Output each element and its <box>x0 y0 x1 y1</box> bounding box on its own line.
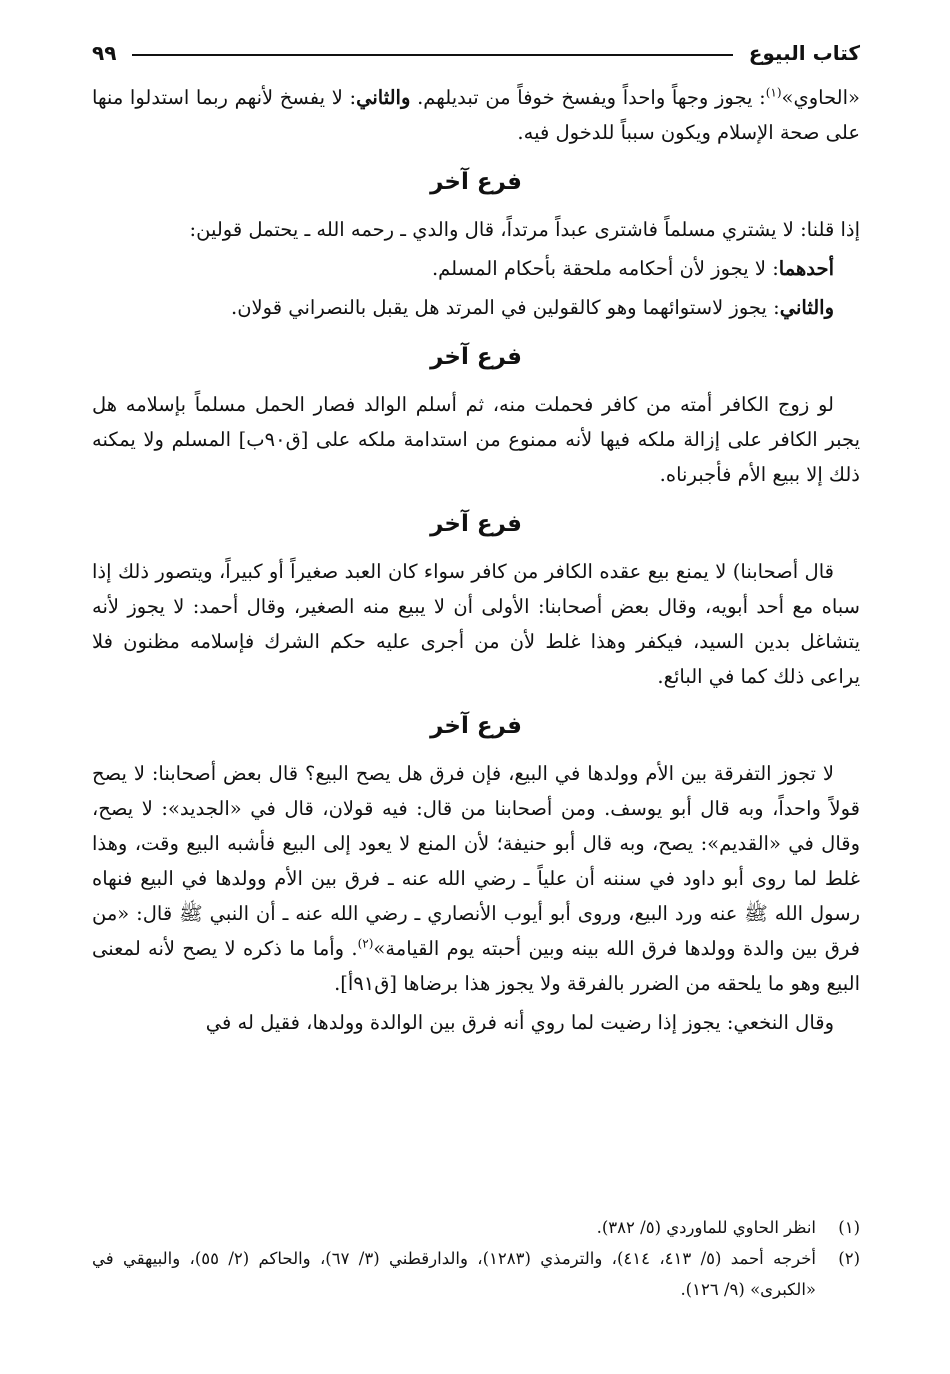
footnote <box>92 1243 860 1305</box>
paragraph: لو زوج الكافر أمته من كافر فحملت منه، ثم أسلم الوالد فصار الحمل مسلماً بإسلامه هل يجبر الكافر على إزالة ملكه فيها لأنه ممنوع من استدامة ملكه على [ق٩٠ب] المسلم ولا يمكنه ذلك إلا ببيع الأم فأجبرناه. <box>92 393 860 486</box>
footnote-text: انظر الحاوي للماوردي (٥/ ٣٨٢). <box>596 1218 816 1237</box>
paragraph: والثاني: يجوز لاستوائهما وهو كالقولين في المرتد هل يقبل بالنصراني قولان. <box>231 296 834 319</box>
footnote-text: أخرجه أحمد (٥/ ٤١٣، ٤١٤)، والترمذي (١٢٨٣)، والدارقطني (٣/ ٦٧)، والحاكم (٢/ ٥٥)، والبيهقي في «الكبرى» (٩/ ١٢٦). <box>92 1249 817 1299</box>
main-text <box>92 80 860 1040</box>
term-label: أحدهما <box>778 257 834 280</box>
term-label: والثاني <box>356 86 411 109</box>
paragraph: لا تجوز التفرقة بين الأم وولدها في البيع، فإن فرق هل يصح البيع؟ قال بعض أصحابنا: لا يصح قولاً واحداً، وبه قال أبو يوسف. ومن أصحابنا من قال: فيه قولان، قال في «الجديد»: لا يصح، وقال في «القديم»: يصح، وبه قال أبو حنيفة؛ لأن المنع لا يعود إلى البيع فأشبه البيع وقت، وهذا غلط لما روى أبو داود في سننه أن علياً ـ رضي الله عنه ـ فرق بين الأم وولدها في البيع فنهاه رسول الله ﷺ عنه ورد البيع، وروى أبو أيوب الأنصاري ـ رضي الله عنه ـ أن النبي ﷺ قال: «من فرق بين والدة وولدها فرق الله بينه وبين أحبته يوم القيامة»$^{(٢)}$. وأما ما ذكره لا يصح لأنه لمعنى البيع وهو ما يلحقه من الضرر بالفرقة ولا يجوز هذا برضاها [ق٩١أ]. <box>92 762 860 995</box>
footnote-ref[interactable]: (٢) <box>357 936 374 951</box>
term-label: والثاني <box>779 296 834 319</box>
section-heading: فرع آخر <box>430 713 522 739</box>
footnote-number: (٢) <box>838 1249 860 1268</box>
footnote-number: (١) <box>838 1218 860 1237</box>
section-heading: فرع آخر <box>430 169 522 195</box>
paragraph: «الحاوي»$^{(١)}$: يجوز وجهاً واحداً ويفسخ خوفاً من تبديلهم. والثاني: لا يفسخ لأنهم ربما استدلوا منها على صحة الإسلام ويكون سبباً للدخول فيه. <box>92 85 860 144</box>
paragraph: أحدهما: لا يجوز لأن أحكامه ملحقة بأحكام المسلم. <box>431 257 834 280</box>
paragraph: إذا قلنا: لا يشتري مسلماً فاشترى عبداً مرتداً، قال والدي ـ رحمه الله ـ يحتمل قولين: <box>189 218 860 241</box>
paragraph: قال أصحابنا) لا يمنع بيع عقده الكافر من كافر سواء كان العبد صغيراً أو كبيراً، ويتصور ذلك إذا سباه مع أحد أبويه، وقال بعض أصحابنا: الأولى أن لا يبيع منه الصغير، وقال أحمد: لا يجوز لأنه يتشاغل بدين السيد، فيكفر وهذا غلط لأن من أجرى عليه حكم الشرك فإسلامه مظنون فلا يراعى ذلك كما في البائع. <box>92 560 860 688</box>
section-heading: فرع آخر <box>430 344 522 370</box>
footnote-ref[interactable]: (١) <box>765 85 782 100</box>
paragraph: وقال النخعي: يجوز إذا رضيت لما روي أنه فرق بين الوالدة وولدها، فقيل له في <box>205 1011 834 1034</box>
running-header <box>92 38 860 68</box>
section-heading: فرع آخر <box>430 511 522 537</box>
page-number: ٩٩ <box>92 41 117 65</box>
footnotes <box>92 1212 860 1305</box>
chapter-title: كتاب البيوع <box>748 41 860 65</box>
header-rule <box>132 54 732 56</box>
footnote <box>92 1212 860 1243</box>
